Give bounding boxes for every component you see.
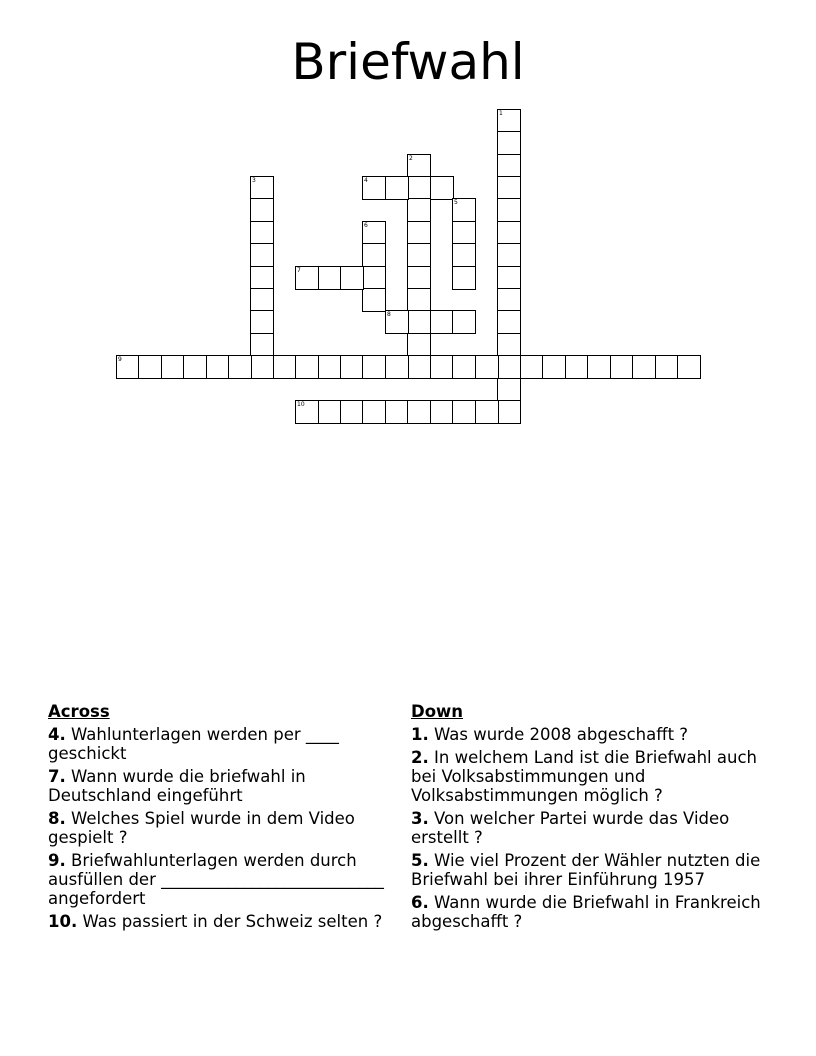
down-clues bbox=[411, 702, 761, 935]
grid-cell[interactable] bbox=[250, 266, 274, 290]
down-clue bbox=[411, 851, 761, 889]
grid-cell[interactable] bbox=[385, 400, 409, 424]
grid-cell[interactable] bbox=[250, 333, 274, 357]
puzzle-title: Briefwahl bbox=[291, 33, 525, 91]
grid-cell[interactable] bbox=[497, 266, 521, 290]
grid-cell[interactable] bbox=[677, 355, 701, 379]
clue-number: 8 bbox=[387, 311, 391, 318]
down-heading: Down bbox=[411, 702, 464, 721]
grid-cell[interactable] bbox=[362, 355, 386, 379]
grid-cell[interactable] bbox=[632, 355, 656, 379]
clue-number: 1. bbox=[411, 725, 429, 744]
grid-cell[interactable] bbox=[318, 355, 342, 379]
clue-number: 5. bbox=[411, 851, 429, 870]
grid-cell[interactable] bbox=[250, 288, 274, 312]
grid-cell[interactable] bbox=[407, 154, 431, 178]
clue-number: 2. bbox=[411, 748, 429, 767]
grid-cell[interactable] bbox=[497, 355, 521, 379]
grid-cell[interactable] bbox=[407, 333, 431, 357]
grid-cell[interactable] bbox=[295, 355, 319, 379]
clue-text: In welchem Land ist die Briefwahl auch bei Volksabstimmungen und Volksabstimmungen möglich ? bbox=[411, 748, 757, 805]
across-clue bbox=[48, 725, 400, 763]
grid-cell[interactable] bbox=[340, 355, 364, 379]
grid-cell[interactable] bbox=[362, 243, 386, 267]
clue-number: 9 bbox=[118, 356, 122, 363]
clue-number: 7. bbox=[48, 767, 66, 786]
grid-cell[interactable] bbox=[295, 266, 319, 290]
grid-cell[interactable] bbox=[362, 176, 386, 200]
clue-text: Von welcher Partei wurde das Video erstellt ? bbox=[411, 809, 730, 847]
grid-cell[interactable] bbox=[430, 176, 454, 200]
grid-cell[interactable] bbox=[340, 266, 364, 290]
grid-cell[interactable] bbox=[587, 355, 611, 379]
down-clue bbox=[411, 725, 761, 744]
down-clue bbox=[411, 893, 761, 931]
clue-text: Was passiert in der Schweiz selten ? bbox=[82, 912, 383, 931]
grid-cell[interactable] bbox=[497, 333, 521, 357]
grid-cell[interactable] bbox=[318, 400, 342, 424]
grid-cell[interactable] bbox=[250, 355, 274, 379]
grid-cell[interactable] bbox=[362, 266, 386, 290]
across-clue bbox=[48, 809, 400, 847]
grid-cell[interactable] bbox=[407, 310, 431, 334]
grid-cell[interactable] bbox=[452, 221, 476, 245]
grid-cell[interactable] bbox=[520, 355, 544, 379]
clue-text: Briefwahlunterlagen werden durch ausfüllen der ___________________________ angefordert bbox=[48, 851, 384, 908]
grid-cell[interactable] bbox=[475, 400, 499, 424]
grid-cell[interactable] bbox=[452, 198, 476, 222]
grid-cell[interactable] bbox=[362, 400, 386, 424]
grid-cell[interactable] bbox=[497, 221, 521, 245]
grid-cell[interactable] bbox=[430, 310, 454, 334]
clue-text: Was wurde 2008 abgeschafft ? bbox=[434, 725, 689, 744]
grid-cell[interactable] bbox=[228, 355, 252, 379]
clue-text: Wann wurde die briefwahl in Deutschland eingeführt bbox=[48, 767, 306, 805]
across-heading: Across bbox=[48, 702, 110, 721]
grid-cell[interactable] bbox=[385, 176, 409, 200]
across-clue bbox=[48, 767, 400, 805]
grid-cell[interactable] bbox=[497, 154, 521, 178]
grid-cell[interactable] bbox=[407, 355, 431, 379]
grid-cell[interactable] bbox=[407, 288, 431, 312]
grid-cell[interactable] bbox=[362, 288, 386, 312]
grid-cell[interactable] bbox=[497, 400, 521, 424]
grid-cell[interactable] bbox=[362, 221, 386, 245]
down-clue bbox=[411, 748, 761, 805]
across-clue-list bbox=[48, 725, 400, 931]
grid-cell[interactable] bbox=[497, 378, 521, 402]
grid-cell[interactable] bbox=[407, 243, 431, 267]
clue-number: 5 bbox=[454, 199, 458, 206]
grid-cell[interactable] bbox=[250, 198, 274, 222]
grid-cell[interactable] bbox=[250, 221, 274, 245]
grid-cell[interactable] bbox=[206, 355, 230, 379]
clue-number: 6 bbox=[364, 222, 368, 229]
clue-text: Wahlunterlagen werden per ____ geschickt bbox=[48, 725, 339, 763]
grid-cell[interactable] bbox=[138, 355, 162, 379]
across-clues bbox=[48, 702, 400, 935]
grid-cell[interactable] bbox=[497, 176, 521, 200]
clue-number: 10. bbox=[48, 912, 78, 931]
grid-cell[interactable] bbox=[407, 198, 431, 222]
grid-cell[interactable] bbox=[497, 310, 521, 334]
grid-cell[interactable] bbox=[497, 243, 521, 267]
grid-cell[interactable] bbox=[452, 400, 476, 424]
clue-number: 1 bbox=[499, 110, 503, 117]
grid-cell[interactable] bbox=[250, 310, 274, 334]
grid-cell[interactable] bbox=[452, 310, 476, 334]
grid-cell[interactable] bbox=[318, 266, 342, 290]
grid-cell[interactable] bbox=[183, 355, 207, 379]
grid-cell[interactable] bbox=[385, 310, 409, 334]
clue-number: 2 bbox=[409, 155, 413, 162]
clue-number: 3 bbox=[252, 177, 256, 184]
grid-cell[interactable] bbox=[430, 400, 454, 424]
grid-cell[interactable] bbox=[407, 221, 431, 245]
grid-cell[interactable] bbox=[497, 198, 521, 222]
grid-cell[interactable] bbox=[497, 288, 521, 312]
grid-cell[interactable] bbox=[407, 176, 431, 200]
clue-text: Wie viel Prozent der Wähler nutzten die Briefwahl bei ihrer Einführung 1957 bbox=[411, 851, 761, 889]
grid-cell[interactable] bbox=[430, 355, 454, 379]
clue-number: 10 bbox=[297, 401, 305, 408]
grid-cell[interactable] bbox=[452, 243, 476, 267]
grid-cell[interactable] bbox=[116, 355, 140, 379]
clue-number: 3. bbox=[411, 809, 429, 828]
grid-cell[interactable] bbox=[340, 400, 364, 424]
clue-text: Welches Spiel wurde in dem Video gespielt ? bbox=[48, 809, 355, 847]
grid-cell[interactable] bbox=[565, 355, 589, 379]
grid-cell[interactable] bbox=[497, 131, 521, 155]
grid-cell[interactable] bbox=[610, 355, 634, 379]
grid-cell[interactable] bbox=[385, 355, 409, 379]
across-clue bbox=[48, 851, 400, 908]
grid-cell[interactable] bbox=[250, 176, 274, 200]
clue-number: 8. bbox=[48, 809, 66, 828]
down-clue-list bbox=[411, 725, 761, 931]
grid-cell[interactable] bbox=[273, 355, 297, 379]
clue-text: Wann wurde die Briefwahl in Frankreich abgeschafft ? bbox=[411, 893, 761, 931]
grid-cell[interactable] bbox=[161, 355, 185, 379]
down-clue bbox=[411, 809, 761, 847]
grid-cell[interactable] bbox=[542, 355, 566, 379]
grid-cell[interactable] bbox=[655, 355, 679, 379]
grid-cell[interactable] bbox=[250, 243, 274, 267]
clue-number: 4. bbox=[48, 725, 66, 744]
clue-number: 6. bbox=[411, 893, 429, 912]
grid-cell[interactable] bbox=[407, 400, 431, 424]
grid-cell[interactable] bbox=[295, 400, 319, 424]
clue-number: 4 bbox=[364, 177, 368, 184]
clue-number: 9. bbox=[48, 851, 66, 870]
across-clue bbox=[48, 912, 400, 931]
grid-cell[interactable] bbox=[497, 109, 521, 133]
grid-cell[interactable] bbox=[407, 266, 431, 290]
grid-cell[interactable] bbox=[452, 266, 476, 290]
clue-number: 7 bbox=[297, 267, 301, 274]
grid-cell[interactable] bbox=[452, 355, 476, 379]
grid-cell[interactable] bbox=[475, 355, 499, 379]
